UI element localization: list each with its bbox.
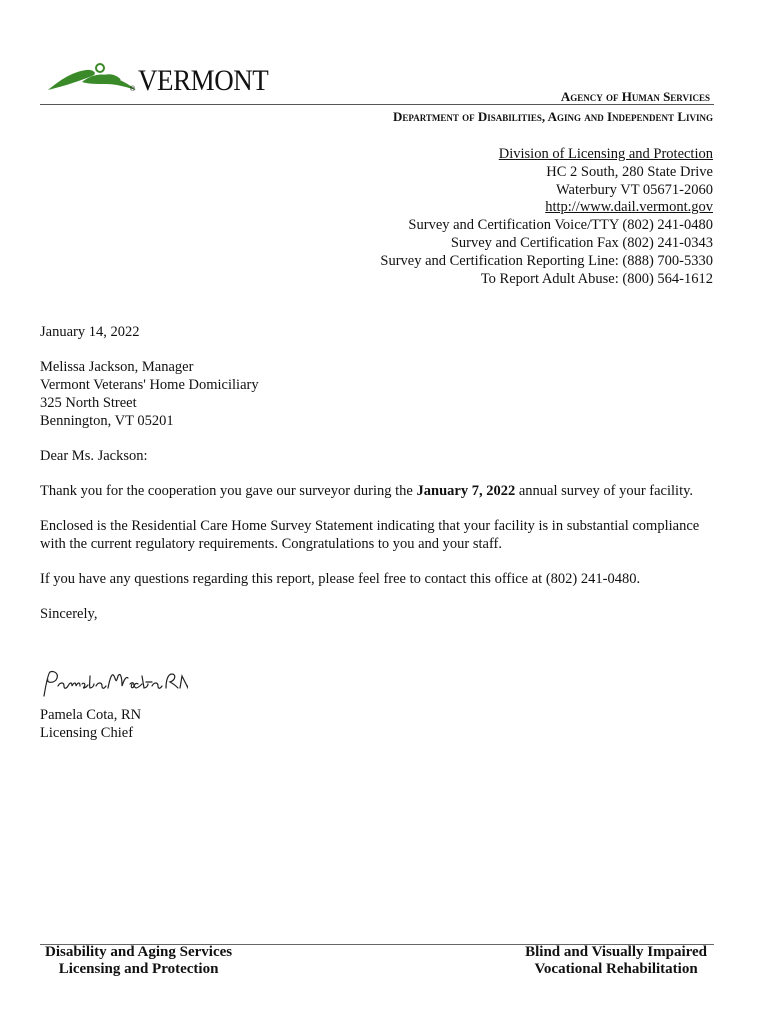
survey-date: January 7, 2022 [416, 483, 516, 499]
signer-title: Licensing Chief [40, 725, 134, 741]
footer-left [45, 944, 232, 978]
paragraph-thanks [40, 482, 700, 500]
recipient-city: Bennington, VT 05201 [40, 413, 174, 429]
signer-block [40, 706, 141, 742]
handwritten-signature [38, 666, 188, 702]
footer-right-line-2: Vocational Rehabilitation [534, 961, 698, 977]
fax-line: Survey and Certification Fax (802) 241-0343 [450, 234, 713, 251]
signer-name: Pamela Cota, RN [40, 707, 142, 723]
recipient-name: Melissa Jackson, Manager [40, 359, 194, 375]
thanks-text-end: annual survey of your facility. [515, 483, 694, 499]
division-name: Division of Licensing and Protection [498, 146, 713, 162]
thanks-text-start: Thank you for the cooperation you gave our surveyor during the [40, 483, 417, 499]
header-divider [40, 104, 714, 105]
paragraph-questions: If you have any questions regarding this report, please feel free to contact this office at (802) 241-0480. [40, 571, 641, 587]
paragraph-enclosed: Enclosed is the Residential Care Home Survey Statement indicating that your facility is in substantial compliance with the current regulatory requirements. Congratulations to you and your staff. [40, 518, 700, 552]
recipient-street: 325 North Street [40, 395, 137, 411]
recipient-facility: Vermont Veterans' Home Domiciliary [40, 377, 259, 393]
recipient-address [40, 358, 700, 430]
division-address-1: HC 2 South, 280 State Drive [546, 163, 713, 180]
division-website-link[interactable]: http://www.dail.vermont.gov [545, 199, 713, 216]
letter-body [40, 323, 700, 640]
footer-right-line-1: Blind and Visually Impaired [525, 944, 707, 960]
division-address-2: Waterbury VT 05671-2060 [556, 181, 713, 198]
voice-tty-line: Survey and Certification Voice/TTY (802) 241-0480 [408, 217, 713, 234]
salutation: Dear Ms. Jackson: [40, 448, 148, 464]
footer-right [525, 944, 707, 978]
closing: Sincerely, [40, 606, 98, 622]
vermont-logo [46, 60, 286, 100]
letter-date: January 14, 2022 [40, 324, 140, 340]
logo-wordmark: VERMONT [138, 64, 269, 97]
footer-left-line-2: Licensing and Protection [58, 961, 219, 977]
registered-mark: ® [130, 86, 136, 93]
footer-left-line-1: Disability and Aging Services [45, 944, 233, 960]
reporting-line: Survey and Certification Reporting Line: (888) 700-5330 [380, 252, 713, 269]
abuse-report-line: To Report Adult Abuse: (800) 564-1612 [480, 270, 713, 287]
division-contact-block [380, 146, 713, 288]
mountain-logo-icon [46, 60, 138, 100]
department-name: Department of Disabilities, Aging and Independent Living [393, 109, 713, 124]
agency-name: Agency of Human Services [560, 89, 710, 104]
